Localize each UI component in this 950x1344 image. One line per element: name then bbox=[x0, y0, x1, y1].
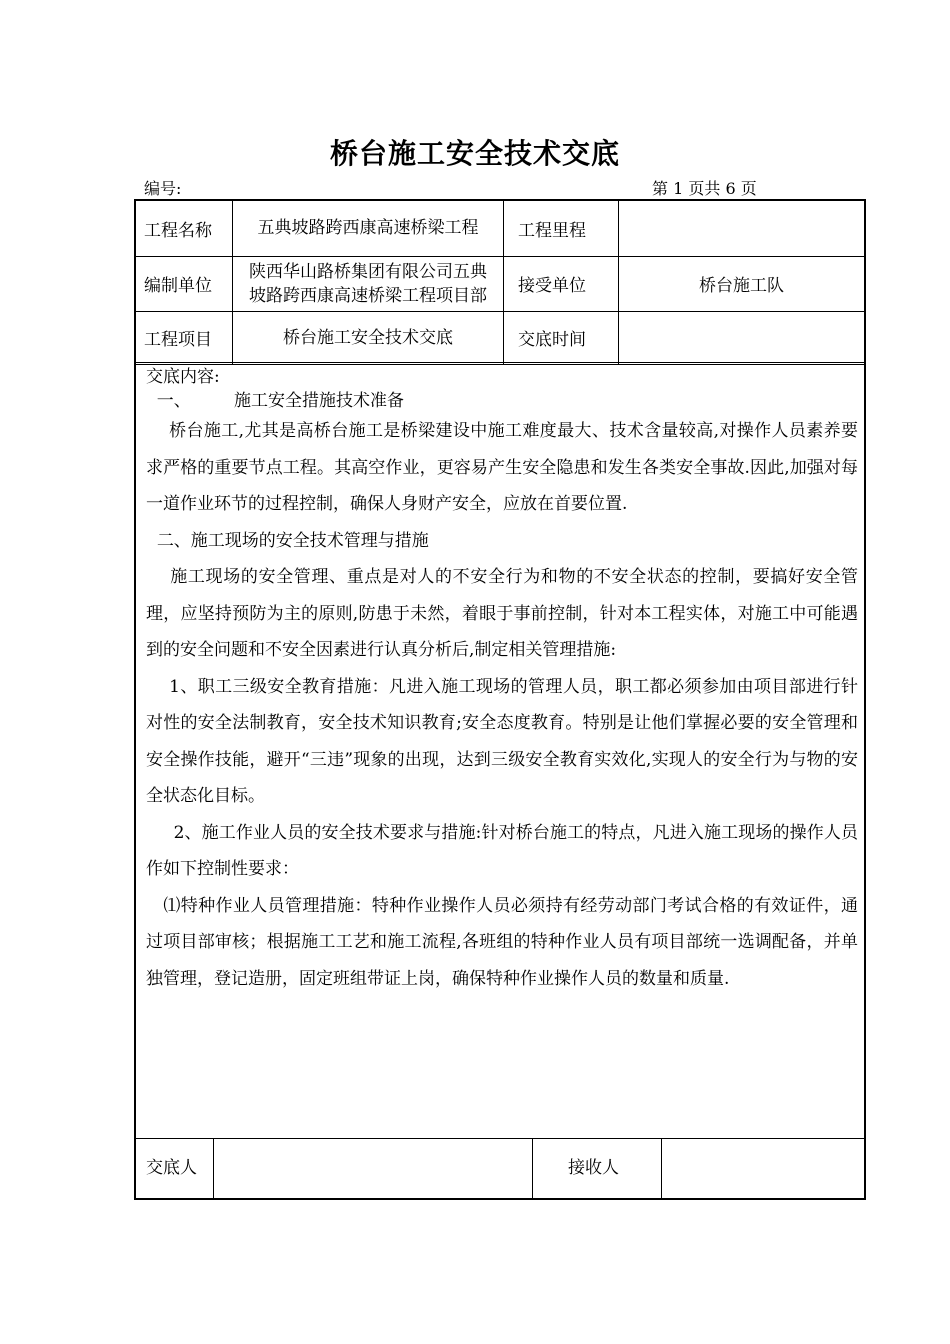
header-table bbox=[134, 199, 866, 365]
value-project-item: 桥台施工安全技术交底 bbox=[233, 311, 504, 364]
section-heading-2: 二、施工现场的安全技术管理与措施 bbox=[146, 530, 429, 551]
paragraph: 1、职工三级安全教育措施：凡进入施工现场的管理人员，职工都必须参加由项目部进行针对性的安全法制教育，安全技术知识教育;安全态度教育。特别是让他们掌握必要的安全管理和安全操作技能，避开“三违”现象的出现，达到三级安全教育实效化,实现人的安全行为与物的安全状态化目标。 bbox=[146, 676, 858, 806]
value-project-name: 五典坡路跨西康高速桥梁工程 bbox=[233, 201, 504, 256]
label-handover-person: 交底人 bbox=[146, 1158, 197, 1178]
value-project-mileage bbox=[619, 201, 865, 256]
divider bbox=[661, 1139, 662, 1198]
page-info: 第 1 页共 6 页 bbox=[652, 179, 757, 198]
value-receiving-unit: 桥台施工队 bbox=[619, 256, 865, 311]
content-box bbox=[134, 362, 866, 1138]
label-handover-time: 交底时间 bbox=[504, 311, 619, 364]
label-project-item: 工程项目 bbox=[136, 311, 233, 364]
value-organization: 陕西华山路桥集团有限公司五典坡路跨西康高速桥梁工程项目部 bbox=[233, 256, 504, 311]
value-handover-time bbox=[619, 311, 865, 364]
header-row-organization bbox=[136, 256, 864, 311]
content-text bbox=[146, 365, 858, 997]
label-organization: 编制单位 bbox=[136, 256, 233, 311]
paragraph: 施工现场的安全管理、重点是对人的不安全行为和物的不安全状态的控制，要搞好安全管理，应坚持预防为主的原则,防患于未然，着眼于事前控制，针对本工程实体，对施工中可能遇到的安全问题和不安全因素进行认真分析后,制定相关管理措施: bbox=[146, 567, 859, 660]
divider bbox=[213, 1139, 214, 1198]
label-receiver: 接收人 bbox=[568, 1158, 619, 1178]
header-row-project-item bbox=[136, 311, 864, 364]
divider bbox=[532, 1139, 533, 1198]
section-heading-1: 一、 施工安全措施技术准备 bbox=[146, 391, 405, 411]
paragraph: 桥台施工,尤其是高桥台施工是桥梁建设中施工难度最大、技术含量较高,对操作人员素养要求严格的重要节点工程。其高空作业，更容易产生安全隐患和发生各类安全事故.因此,加强对每一道作业环节的过程控制，确保人身财产安全，应放在首要位置. bbox=[146, 421, 858, 514]
paragraph: ⑴特种作业人员管理措施：特种作业操作人员必须持有经劳动部门考试合格的有效证件，通过项目部审核；根据施工工艺和施工流程,各班组的特种作业人员有项目部统一选调配备，并单独管理，登记造册，固定班组带证上岗，确保特种作业操作人员的数量和质量. bbox=[146, 895, 858, 989]
label-project-name: 工程名称 bbox=[136, 201, 233, 256]
paragraph: 2、施工作业人员的安全技术要求与措施:针对桥台施工的特点，凡进入施工现场的操作人员作如下控制性要求： bbox=[146, 822, 858, 879]
signature-row bbox=[134, 1138, 866, 1200]
header-row-project-name bbox=[136, 201, 864, 256]
content-heading: 交底内容: bbox=[146, 367, 220, 387]
label-receiving-unit: 接受单位 bbox=[504, 256, 619, 311]
label-project-mileage: 工程里程 bbox=[504, 201, 619, 256]
document-number-label: 编号: bbox=[144, 179, 182, 198]
document-title: 桥台施工安全技术交底 bbox=[329, 137, 620, 170]
